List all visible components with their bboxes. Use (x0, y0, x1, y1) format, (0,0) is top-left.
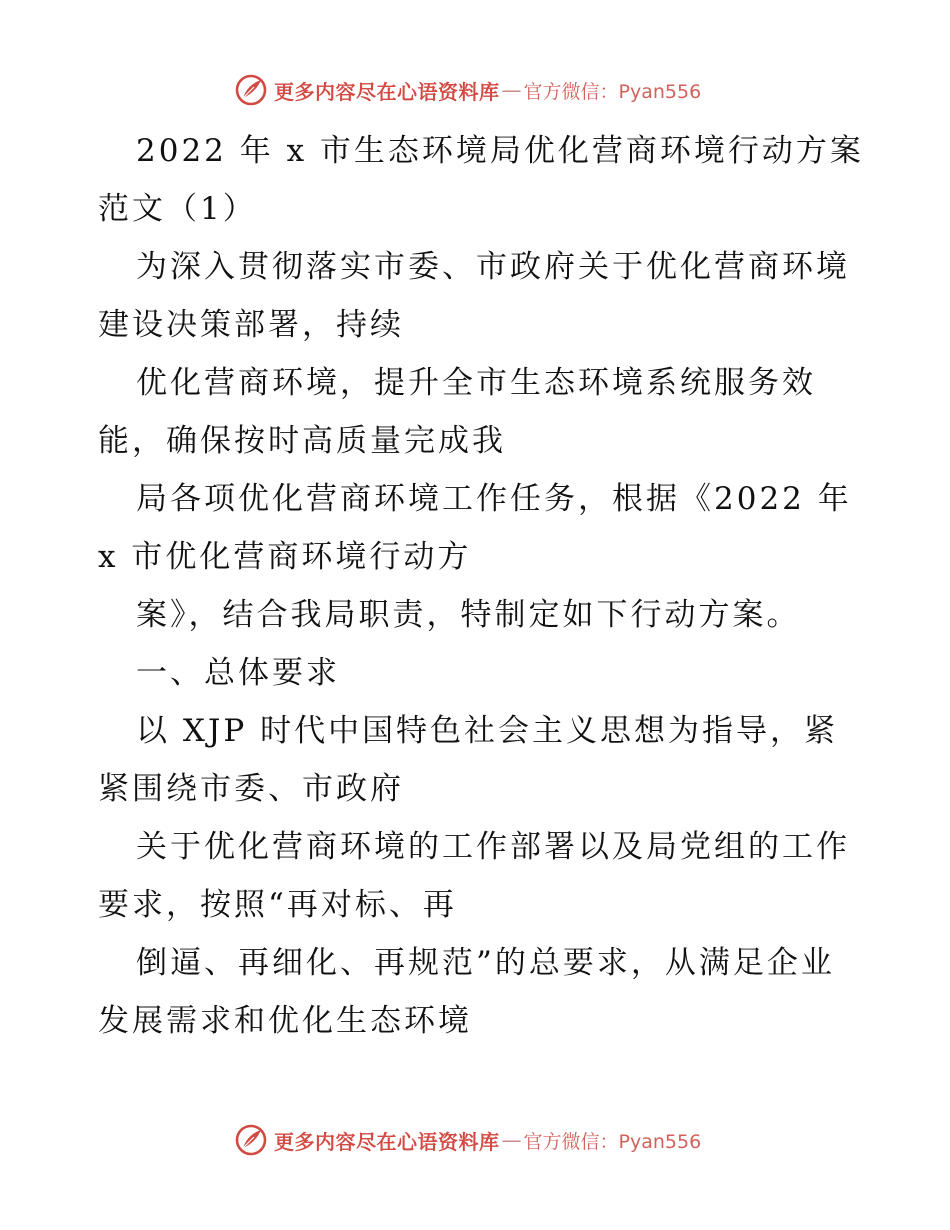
text-line: 紧围绕市委、市政府 (98, 771, 404, 807)
text-line: 2022 年 x 市生态环境局优化营商环境行动方案 (136, 133, 864, 169)
paragraph (98, 934, 878, 1050)
text-line: 以 XJP 时代中国特色社会主义思想为指导，紧 (136, 713, 839, 749)
paragraph (98, 470, 878, 586)
paragraph (98, 702, 878, 818)
document-body (98, 122, 878, 1050)
watermark-separator: — (501, 78, 522, 102)
paragraph-title (98, 122, 878, 238)
watermark-separator: — (501, 1128, 522, 1152)
text-line: 局各项优化营商环境工作任务，根据《2022 年 (136, 481, 852, 517)
paragraph (98, 238, 878, 354)
quill-circle-logo-icon (234, 73, 268, 107)
text-line: 优化营商环境，提升全市生态环境系统服务效 (136, 365, 816, 401)
text-line: 范文（1） (98, 191, 257, 227)
watermark-main-text: 更多内容尽在心语资料库 (274, 79, 500, 104)
text-line: x 市优化营商环境行动方 (98, 539, 472, 575)
paragraph (98, 586, 878, 644)
paragraph (98, 354, 878, 470)
text-line: 案》，结合我局职责，特制定如下行动方案。 (136, 597, 801, 633)
text-line: 要求，按照“再对标、再 (98, 887, 457, 923)
paragraph (98, 818, 878, 934)
section-heading (98, 644, 878, 702)
text-line: 建设决策部署，持续 (98, 307, 404, 343)
watermark-contact-text: 官方微信：Pyan556 (523, 80, 702, 103)
footer-watermark (234, 1122, 701, 1158)
text-line: 发展需求和优化生态环境 (98, 1003, 472, 1039)
text-line: 一、总体要求 (136, 655, 340, 691)
text-line: 倒逼、再细化、再规范”的总要求，从满足企业 (136, 945, 835, 981)
text-line: 能，确保按时高质量完成我 (98, 423, 506, 459)
text-line: 为深入贯彻落实市委、市政府关于优化营商环境 (136, 249, 850, 285)
watermark-main-text: 更多内容尽在心语资料库 (274, 1129, 500, 1154)
text-line: 关于优化营商环境的工作部署以及局党组的工作 (136, 829, 850, 865)
watermark-contact-text: 官方微信：Pyan556 (523, 1130, 702, 1153)
quill-circle-logo-icon (234, 1123, 268, 1157)
header-watermark (234, 72, 701, 108)
